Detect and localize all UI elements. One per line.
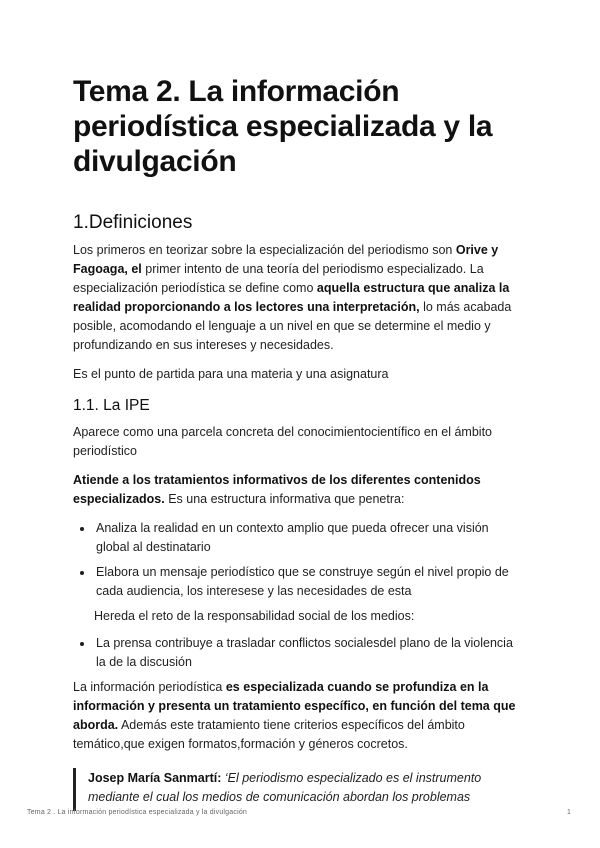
quote-author: Josep María Sanmartí: xyxy=(88,771,222,785)
document-page xyxy=(73,74,525,811)
paragraph-punto-de-partida: Es el punto de partida para una materia y una asignatura xyxy=(73,367,389,381)
list-item: • Analiza la realidad en un contexto amplio que pueda ofrecer una visión global al destinatario xyxy=(94,519,525,557)
bullet-list-estructura xyxy=(73,519,525,601)
quote-text: Josep María Sanmartí: ‘El periodismo especializado es el instrumento mediante el cual los medios de comunicación abordan los problemas xyxy=(88,771,482,804)
paragraph-atiende: Atiende a los tratamientos informativos de los diferentes contenidos especializados. Es una estructura informativa que penetra: xyxy=(73,473,481,506)
paragraph-definiciones: Los primeros en teorizar sobre la especialización del periodismo son Orive y Fagoaga, el primer intento de una teoría del periodismo especializado. La especialización periodística se define como aquella estructura que analiza la realidad proporcionando a los lectores una interpretación, lo más acabada posible, acomodando el lenguaje a un nivel en que se determine el medio y profundizando en sus intereses y necesidades. xyxy=(73,243,512,352)
page-number: 1 xyxy=(567,809,571,816)
list-item: • La prensa contribuye a trasladar conflictos socialesdel plano de la violencia la de la discusión xyxy=(94,634,525,672)
document-title: Tema 2. La información periodística especializada y la divulgación xyxy=(73,75,493,178)
paragraph-hereda: Hereda el reto de la responsabilidad social de los medios: xyxy=(94,609,415,623)
section-heading-definiciones: 1.Definiciones xyxy=(73,212,193,233)
bullet-list-prensa xyxy=(73,634,525,672)
subsection-heading-ipe: 1.1. La IPE xyxy=(73,397,150,414)
footer-title: Tema 2 . La información periodística especializada y la divulgación xyxy=(27,809,248,816)
paragraph-especializada: La información periodística es especializada cuando se profundiza en la información y presenta un tratamiento específico, en función del tema que aborda. Además este tratamiento tiene criterios específicos del ámbito temático,que exigen formatos,formación y géneros cocretos. xyxy=(73,680,516,751)
blockquote xyxy=(73,768,525,811)
paragraph-parcela: Aparece como una parcela concreta del conocimientocientífico en el ámbito periodístico xyxy=(73,425,492,458)
list-item: • Elabora un mensaje periodístico que se construye según el nivel propio de cada audiencia, los interesese y las necesidades de esta xyxy=(94,563,525,601)
